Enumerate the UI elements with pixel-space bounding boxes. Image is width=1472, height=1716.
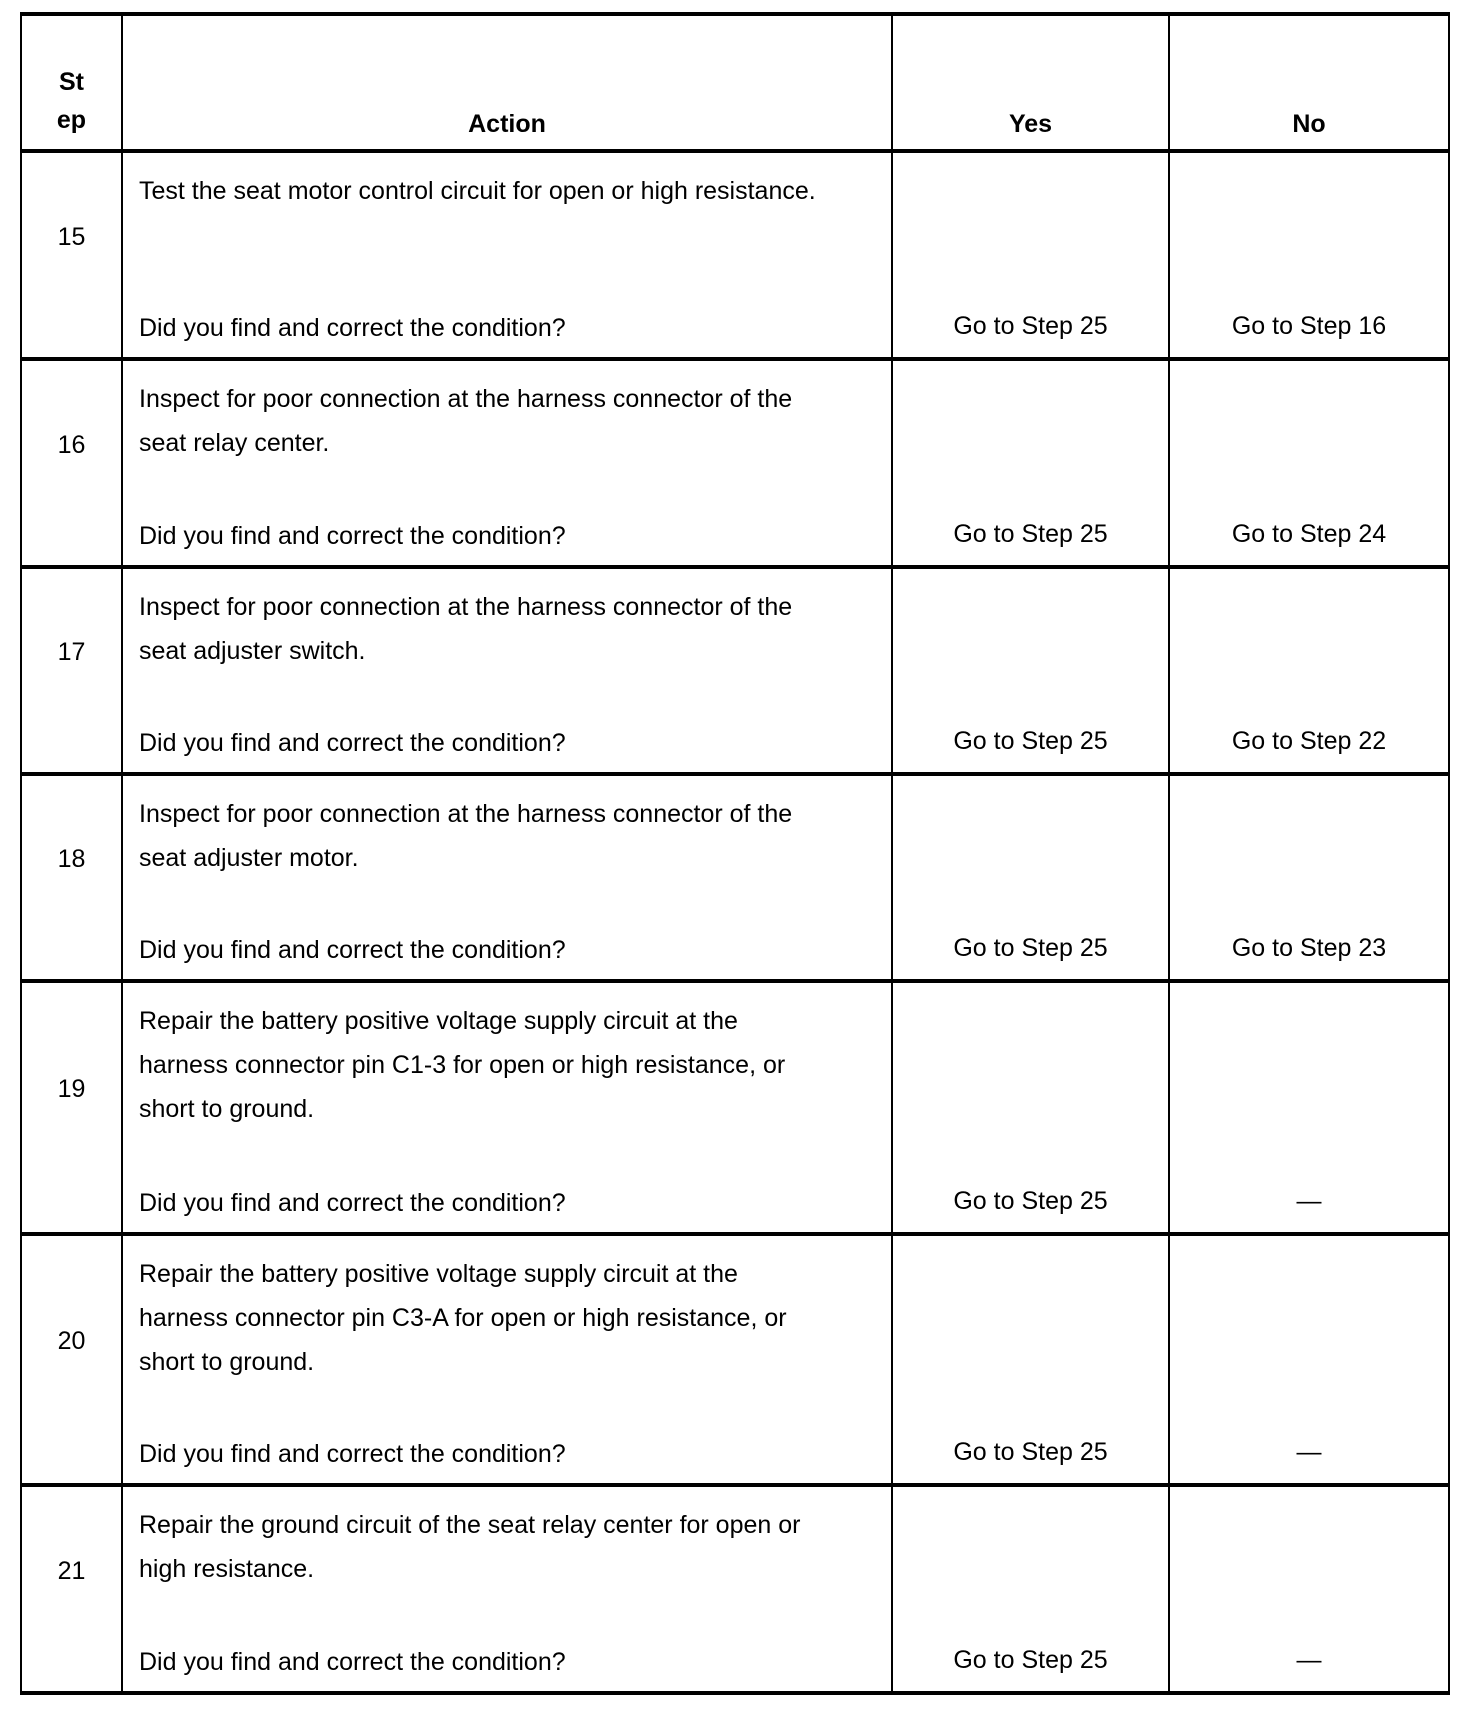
diagnostic-table bbox=[20, 12, 1450, 1695]
action-question: Did you find and correct the condition? bbox=[139, 1440, 566, 1468]
no-cell bbox=[1169, 1485, 1449, 1693]
table-row bbox=[21, 359, 1449, 567]
step-number: 16 bbox=[57, 430, 86, 459]
table-row bbox=[21, 1485, 1449, 1693]
action-cell bbox=[122, 774, 892, 981]
action-question: Did you find and correct the condition? bbox=[139, 1648, 566, 1676]
action-cell bbox=[122, 359, 892, 567]
table-row bbox=[21, 774, 1449, 981]
action-cell bbox=[122, 1234, 892, 1485]
action-question: Did you find and correct the condition? bbox=[139, 1189, 566, 1217]
no-result: Go to Step 24 bbox=[1231, 520, 1387, 548]
header-row bbox=[21, 14, 1449, 151]
no-cell bbox=[1169, 981, 1449, 1234]
step-number: 19 bbox=[57, 1075, 86, 1103]
action-description: Repair the ground circuit of the seat relay center for open or high resistance. bbox=[139, 1511, 801, 1583]
no-result: Go to Step 22 bbox=[1231, 727, 1387, 755]
yes-result: Go to Step 25 bbox=[953, 1187, 1108, 1215]
table-row bbox=[21, 151, 1449, 359]
action-question: Did you find and correct the condition? bbox=[139, 936, 566, 964]
yes-cell bbox=[892, 151, 1169, 359]
step-cell bbox=[21, 567, 122, 774]
action-description: Inspect for poor connection at the harness connector of the seat relay center. bbox=[139, 385, 793, 457]
no-result: — bbox=[1296, 1187, 1322, 1215]
action-question: Did you find and correct the condition? bbox=[139, 314, 566, 342]
no-result: — bbox=[1296, 1438, 1322, 1466]
action-description: Inspect for poor connection at the harness connector of the seat adjuster switch. bbox=[139, 593, 793, 665]
action-cell bbox=[122, 567, 892, 774]
yes-cell bbox=[892, 567, 1169, 774]
step-cell bbox=[21, 359, 122, 567]
step-cell bbox=[21, 1234, 122, 1485]
no-result: Go to Step 23 bbox=[1231, 934, 1387, 962]
table-row bbox=[21, 567, 1449, 774]
no-cell bbox=[1169, 567, 1449, 774]
step-cell bbox=[21, 774, 122, 981]
header-action: Action bbox=[122, 14, 892, 151]
no-cell bbox=[1169, 774, 1449, 981]
yes-cell bbox=[892, 774, 1169, 981]
no-result: — bbox=[1296, 1646, 1322, 1674]
step-number: 21 bbox=[57, 1556, 86, 1585]
action-cell bbox=[122, 1485, 892, 1693]
header-no: No bbox=[1169, 14, 1449, 151]
action-cell bbox=[122, 981, 892, 1234]
action-question: Did you find and correct the condition? bbox=[139, 522, 566, 550]
step-number: 20 bbox=[57, 1327, 86, 1355]
yes-cell bbox=[892, 1234, 1169, 1485]
yes-cell bbox=[892, 1485, 1169, 1693]
table-row bbox=[21, 981, 1449, 1234]
step-cell bbox=[21, 151, 122, 359]
action-description: Test the seat motor control circuit for open or high resistance. bbox=[139, 177, 816, 205]
yes-result: Go to Step 25 bbox=[953, 520, 1108, 548]
header-step-label: St ep bbox=[56, 68, 87, 134]
yes-result: Go to Step 25 bbox=[953, 312, 1108, 340]
yes-result: Go to Step 25 bbox=[953, 727, 1108, 755]
step-number: 15 bbox=[57, 222, 86, 251]
no-result: Go to Step 16 bbox=[1231, 312, 1387, 340]
action-question: Did you find and correct the condition? bbox=[139, 729, 566, 757]
action-cell bbox=[122, 151, 892, 359]
no-cell bbox=[1169, 359, 1449, 567]
yes-result: Go to Step 25 bbox=[953, 934, 1108, 962]
no-cell bbox=[1169, 151, 1449, 359]
header-yes: Yes bbox=[892, 14, 1169, 151]
step-number: 18 bbox=[57, 845, 86, 873]
step-number: 17 bbox=[57, 638, 86, 666]
step-cell bbox=[21, 1485, 122, 1693]
table-row bbox=[21, 1234, 1449, 1485]
action-description: Repair the battery positive voltage supply circuit at the harness connector pin C3-A for open or high resistance, or short to ground. bbox=[139, 1260, 787, 1376]
no-cell bbox=[1169, 1234, 1449, 1485]
yes-cell bbox=[892, 359, 1169, 567]
action-description: Inspect for poor connection at the harness connector of the seat adjuster motor. bbox=[139, 800, 793, 872]
yes-cell bbox=[892, 981, 1169, 1234]
yes-result: Go to Step 25 bbox=[953, 1438, 1108, 1466]
step-cell bbox=[21, 981, 122, 1234]
header-step bbox=[21, 14, 122, 151]
action-description: Repair the battery positive voltage supply circuit at the harness connector pin C1-3 for open or high resistance, or short to ground. bbox=[139, 1007, 786, 1123]
yes-result: Go to Step 25 bbox=[953, 1646, 1108, 1674]
